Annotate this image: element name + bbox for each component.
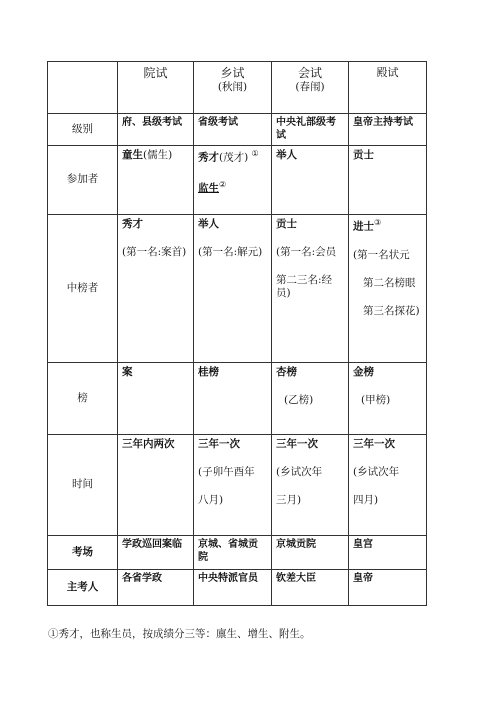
row-label-level: 级别 xyxy=(48,114,118,146)
cell-winners-huishi: 贡士 (第一名:会员 第二三名:经员) xyxy=(272,215,349,363)
row-label-examiner: 主考人 xyxy=(48,570,118,606)
cell-examiner-yuanshi: 各省学政 xyxy=(118,570,194,606)
row-level xyxy=(48,114,427,146)
row-label-participants: 参加者 xyxy=(48,146,118,215)
cell-time-yuanshi: 三年内两次 xyxy=(118,435,194,536)
row-participants xyxy=(48,146,427,215)
cell-winners-xiangshi: 举人 (第一名:解元) xyxy=(194,215,272,363)
cell-participants-huishi: 举人 xyxy=(272,146,349,215)
cell-time-huishi: 三年一次 (乡试次年 三月) xyxy=(272,435,349,536)
cell-time-dianshi: 三年一次 (乡试次年 四月) xyxy=(349,435,427,536)
row-winners xyxy=(48,215,427,363)
cell-list-xiangshi: 桂榜 xyxy=(194,363,272,435)
header-huishi: 会试 (春闱) xyxy=(272,62,349,114)
row-list xyxy=(48,363,427,435)
row-examiner xyxy=(48,570,427,606)
cell-level-huishi: 中央礼部级考试 xyxy=(272,114,349,146)
row-label-list: 榜 xyxy=(48,363,118,435)
cell-participants-xiangshi: 秀才(茂才) ① 监生② xyxy=(194,146,272,215)
header-dianshi: 殿试 xyxy=(349,62,427,114)
cell-examiner-huishi: 钦差大臣 xyxy=(272,570,349,606)
cell-list-dianshi: 金榜 (甲榜) xyxy=(349,363,427,435)
cell-venue-dianshi: 皇宫 xyxy=(349,536,427,570)
footnote: ①秀才，也称生员，按成绩分三等：廪生、增生、附生。 xyxy=(48,628,311,640)
cell-participants-yuanshi: 童生(儒生) xyxy=(118,146,194,215)
cell-list-huishi: 杏榜 (乙榜) xyxy=(272,363,349,435)
cell-venue-huishi: 京城贡院 xyxy=(272,536,349,570)
cell-examiner-xiangshi: 中央特派官员 xyxy=(194,570,272,606)
exam-system-table xyxy=(47,61,427,606)
cell-examiner-dianshi: 皇帝 xyxy=(349,570,427,606)
cell-winners-dianshi: 进士③ (第一名状元 第二名榜眼 第三名探花) xyxy=(349,215,427,363)
cell-list-yuanshi: 案 xyxy=(118,363,194,435)
cell-venue-xiangshi: 京城、省城贡院 xyxy=(194,536,272,570)
cell-winners-yuanshi: 秀才 (第一名:案首) xyxy=(118,215,194,363)
cell-level-yuanshi: 府、县级考试 xyxy=(118,114,194,146)
row-label-time: 时间 xyxy=(48,435,118,536)
header-row xyxy=(48,62,427,114)
row-venue xyxy=(48,536,427,570)
cell-time-xiangshi: 三年一次 (子卯午酉年 八月) xyxy=(194,435,272,536)
corner-cell xyxy=(48,62,118,114)
cell-level-dianshi: 皇帝主持考试 xyxy=(349,114,427,146)
header-xiangshi: 乡试 (秋闱) xyxy=(194,62,272,114)
row-label-venue: 考场 xyxy=(48,536,118,570)
row-label-winners: 中榜者 xyxy=(48,215,118,363)
row-time xyxy=(48,435,427,536)
cell-participants-dianshi: 贡士 xyxy=(349,146,427,215)
cell-venue-yuanshi: 学政巡回案临 xyxy=(118,536,194,570)
header-yuanshi: 院试 xyxy=(118,62,194,114)
cell-level-xiangshi: 省级考试 xyxy=(194,114,272,146)
